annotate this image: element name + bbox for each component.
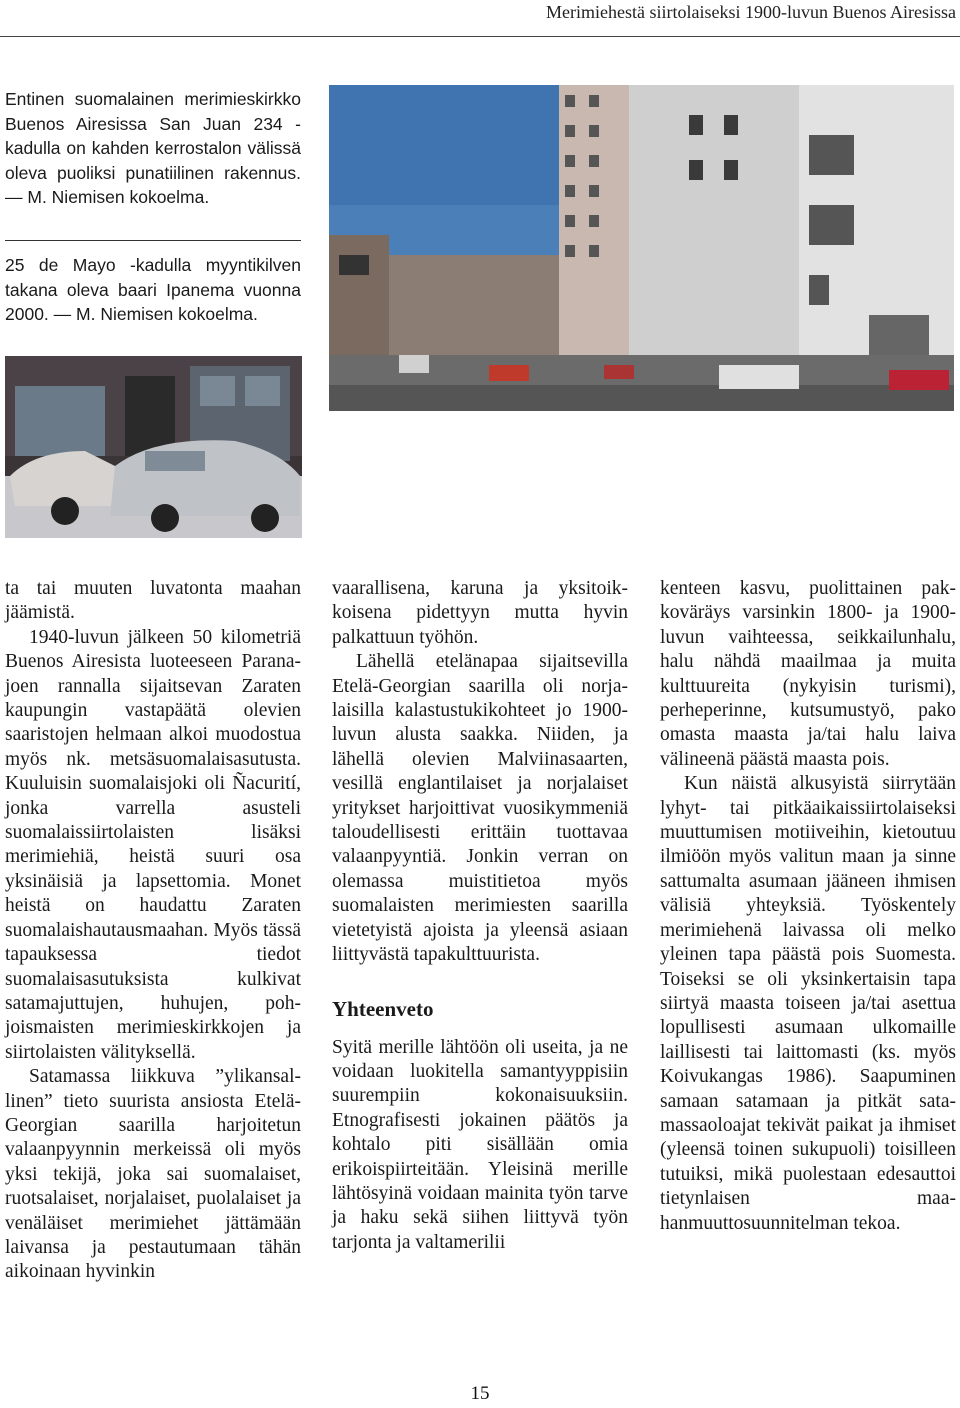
photo-caption-church: Entinen suomalainen merimieskirkko Buenos Airesissa San Juan 234 -kadulla on kahden kerrostalon välissä oleva puoliksi punatiilinen rakennus. — M. Niemisen kokoelma.: [5, 89, 301, 207]
paragraph: vaarallisena, karuna ja yksitoikkoisena pidettyyn mutta hyvin palkattuun työhön.: [332, 578, 628, 648]
text-column-2: [332, 577, 628, 1255]
paragraph: Satamassa liikkuva ”ylikansallinen” tieto suurista ansiosta Etelä-Georgian saarilla harjoitetun valaanpyynnin merkeissä oli myös yksi tekijä, joka sai suomalaiset, ruotsalaiset, norjalaiset, puolalaiset ja venäläiset merimiehet jättämään laivansa ja pestautumaan tähän aikoinaan hyvinkin: [5, 1066, 301, 1283]
paragraph: ta tai muuten luvatonta maahan jäämistä.: [5, 578, 301, 624]
paragraph: kenteen kasvu, puolittainen pakkoväräys varsinkin 1800- ja 1900-luvun vaihteessa, seikkailunhalu, halu nähdä maailmaa ja muita kulttuureita (nykyisin turismi), perheperinne, kutsumustyö, pako omasta maasta ja/tai halu laiva välineenä päästä maasta pois.: [660, 578, 956, 770]
section-heading: Yhteenveto: [332, 996, 434, 1021]
paragraph: Lähellä etelänapaa sijaitsevilla Etelä-Georgian saarilla oli norjalaisilla kalastustukikohteet jo 1900-luvun alusta saakka. Niiden, ja lähellä olevien Malviinasaarten, vesillä englantilaiset ja norjalaiset yritykset harjoittivat vuosikymmeniä taloudellisesti erittäin tuottavaa valaanpyyntiä. Jonkin verran on olemassa muistitietoa myös suomalaisten merimiesten saarilla vietetyistä ajoista ja yleensä asiaan liittyvästä tapakulttuurista.: [332, 651, 628, 966]
street-photo: [329, 85, 954, 411]
text-column-1: [5, 577, 301, 1285]
paragraph: Kun näistä alkusyistä siirrytään lyhyt- tai pitkäaikaissiirtolaiseksi muuttumisen motiiveihin, kietoutuu ilmiöön myös valitun maan ja sinne sattumalta asumaan jääneen ihmisen välisiä yhteyksiä. Työskentely merimiehenä laivassa oli melko yleinen tapa päästä pois Suomesta. Toiseksi se oli yksinkertaisin tapa siirtyä maasta toiseen ja/tai asettua lopullisesti asumaan ulkomaille laillisesti tai laittomasti (ks. myös Koivukangas 1986). Saapuminen samaan satamaan ja pitkät satamassaoloajat tekivät paikat ja ihmiset (yleensä toinen sukupuoli) toisilleen tutuiksi, mikä puolestaan edesauttoi tietynlaisen maahanmuuttosuunnitelman tekoa.: [660, 773, 956, 1234]
bar-storefront-photo: [5, 356, 302, 538]
paragraph: 1940-luvun jälkeen 50 kilometriä Buenos Airesista luoteeseen Parana-joen rannalla sijaitsevan Zaraten kaupungin vastapäätä olevien saaristojen helmaan alkoi muodostua myös nk. metsäsuomalaisasutusta. Kuuluisin suomalaisjoki oli Ñacurití, jonka varrella asusteli suomalaissiirtolaisten lisäksi merimiehiä, heistä suuri osa yksinäisiä ja lapsettomia. Monet heistä on haudattu Zaraten suomalaishautausmaahan. Myös tässä tapauksessa tiedot suomalaisasutuksista kulkivat satamajuttujen, huhujen, pohjoismaisten merimieskirkkojen ja siirtolaisten välityksellä.: [5, 626, 301, 1063]
paragraph: Syitä merille lähtöön oli useita, ja ne voidaan luokitella samantyyppisiin suurempiin kokonaisuuksiin. Etnografisesti jokainen päätös ja kohtalo piti sisällään omia erikoispiirteitään. Yleisinä merille lähtösyinä voidaan mainita työn tarve ja haku sekä siihen liittyvä työn tarjonta ja valtamerilii: [332, 1036, 628, 1253]
caption-divider: [5, 240, 301, 241]
photo-caption-bar: 25 de Mayo -kadulla myyntikilven takana oleva baari Ipanema vuonna 2000. — M. Niemisen kokoelma.: [5, 255, 301, 324]
page-number: 15: [470, 1383, 490, 1404]
running-header: Merimiehestä siirtolaiseksi 1900-luvun Buenos Airesissa: [546, 2, 956, 22]
text-column-3: [660, 577, 956, 1236]
header-rule: [0, 36, 960, 37]
